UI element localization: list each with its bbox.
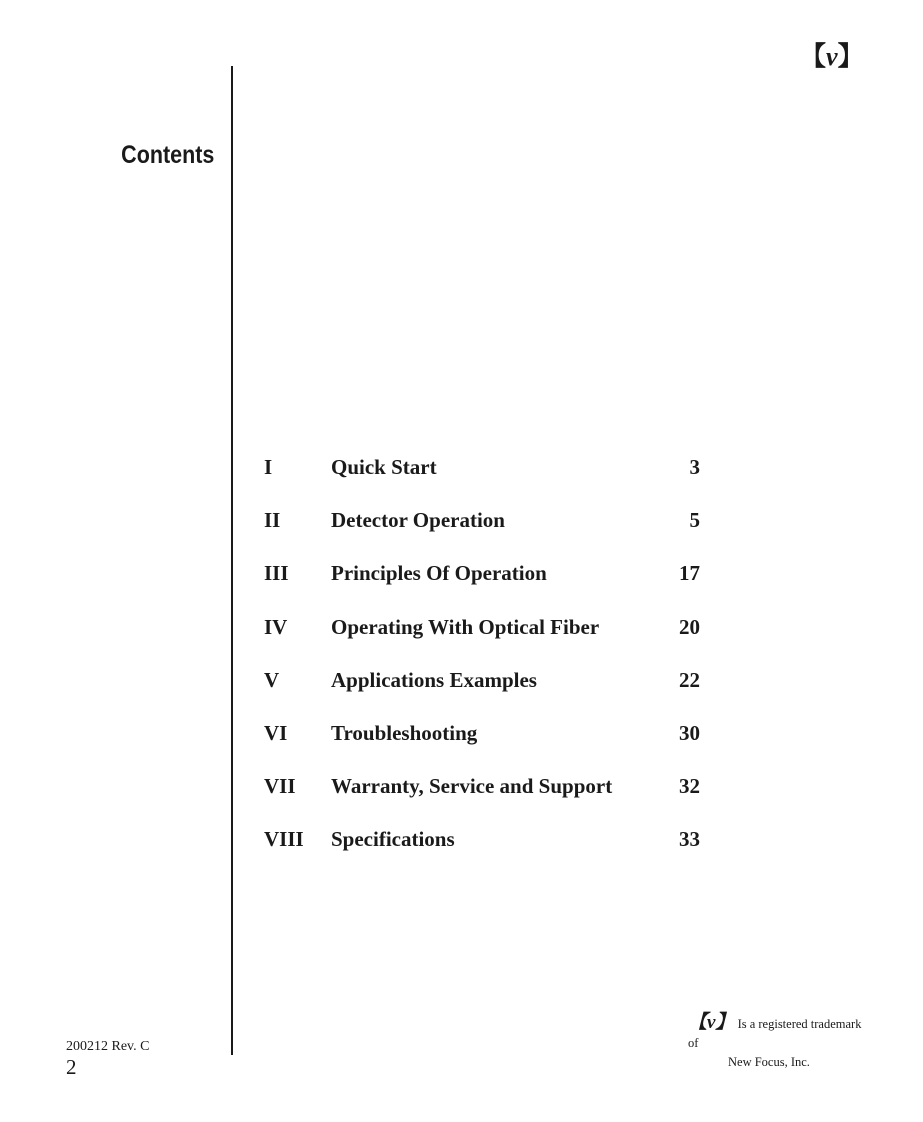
trademark-line-2: New Focus, Inc. xyxy=(728,1055,810,1069)
brand-logo-icon xyxy=(800,36,864,73)
toc-section-number: II xyxy=(264,508,281,533)
toc-entry[interactable] xyxy=(264,774,704,827)
page-number: 2 xyxy=(66,1055,77,1079)
trademark-logo-icon: 【ν】 xyxy=(688,1012,735,1033)
toc-page-number: 5 xyxy=(689,508,700,533)
toc-section-number: I xyxy=(264,455,273,479)
toc-page-number: 3 xyxy=(689,455,700,479)
toc-section-number: VII xyxy=(264,774,296,799)
toc-section-title: Operating With Optical Fiber xyxy=(331,614,600,639)
toc-entry[interactable] xyxy=(264,615,704,668)
table-of-contents xyxy=(264,455,704,881)
toc-entry[interactable] xyxy=(264,508,704,561)
toc-entry[interactable] xyxy=(264,561,704,614)
toc-section-number: VI xyxy=(264,720,288,745)
toc-section-title: Specifications xyxy=(331,827,455,852)
toc-entry[interactable] xyxy=(264,721,704,774)
logo-bracket-open: 【 xyxy=(800,42,827,71)
page-title: Contents xyxy=(120,141,214,169)
toc-section-title: Principles Of Operation xyxy=(331,561,547,586)
toc-section-title: Troubleshooting xyxy=(331,720,478,745)
toc-entry[interactable] xyxy=(264,455,704,508)
toc-page-number: 17 xyxy=(679,561,700,586)
toc-page-number: 33 xyxy=(679,827,700,852)
toc-entry[interactable] xyxy=(264,668,704,721)
toc-section-number: IV xyxy=(264,614,288,639)
toc-page-number: 30 xyxy=(679,720,700,745)
trademark-notice xyxy=(688,1013,868,1072)
toc-entry[interactable] xyxy=(264,827,704,880)
toc-section-title: Warranty, Service and Support xyxy=(331,774,613,799)
toc-section-number: V xyxy=(264,667,280,692)
toc-section-number: III xyxy=(264,561,289,586)
toc-page-number: 20 xyxy=(679,614,700,639)
toc-page-number: 32 xyxy=(679,774,700,799)
toc-section-title: Detector Operation xyxy=(331,508,505,533)
toc-section-title: Quick Start xyxy=(331,455,437,479)
toc-page-number: 22 xyxy=(679,667,700,692)
logo-bracket-close: 】 xyxy=(837,42,864,71)
revision-label: 200212 Rev. C xyxy=(66,1039,150,1054)
toc-section-title: Applications Examples xyxy=(331,667,537,692)
toc-section-number: VIII xyxy=(264,827,304,852)
logo-symbol: ν xyxy=(826,42,838,71)
trademark-line-1: Is a registered trademark of xyxy=(688,1017,862,1050)
vertical-divider xyxy=(231,66,233,1055)
